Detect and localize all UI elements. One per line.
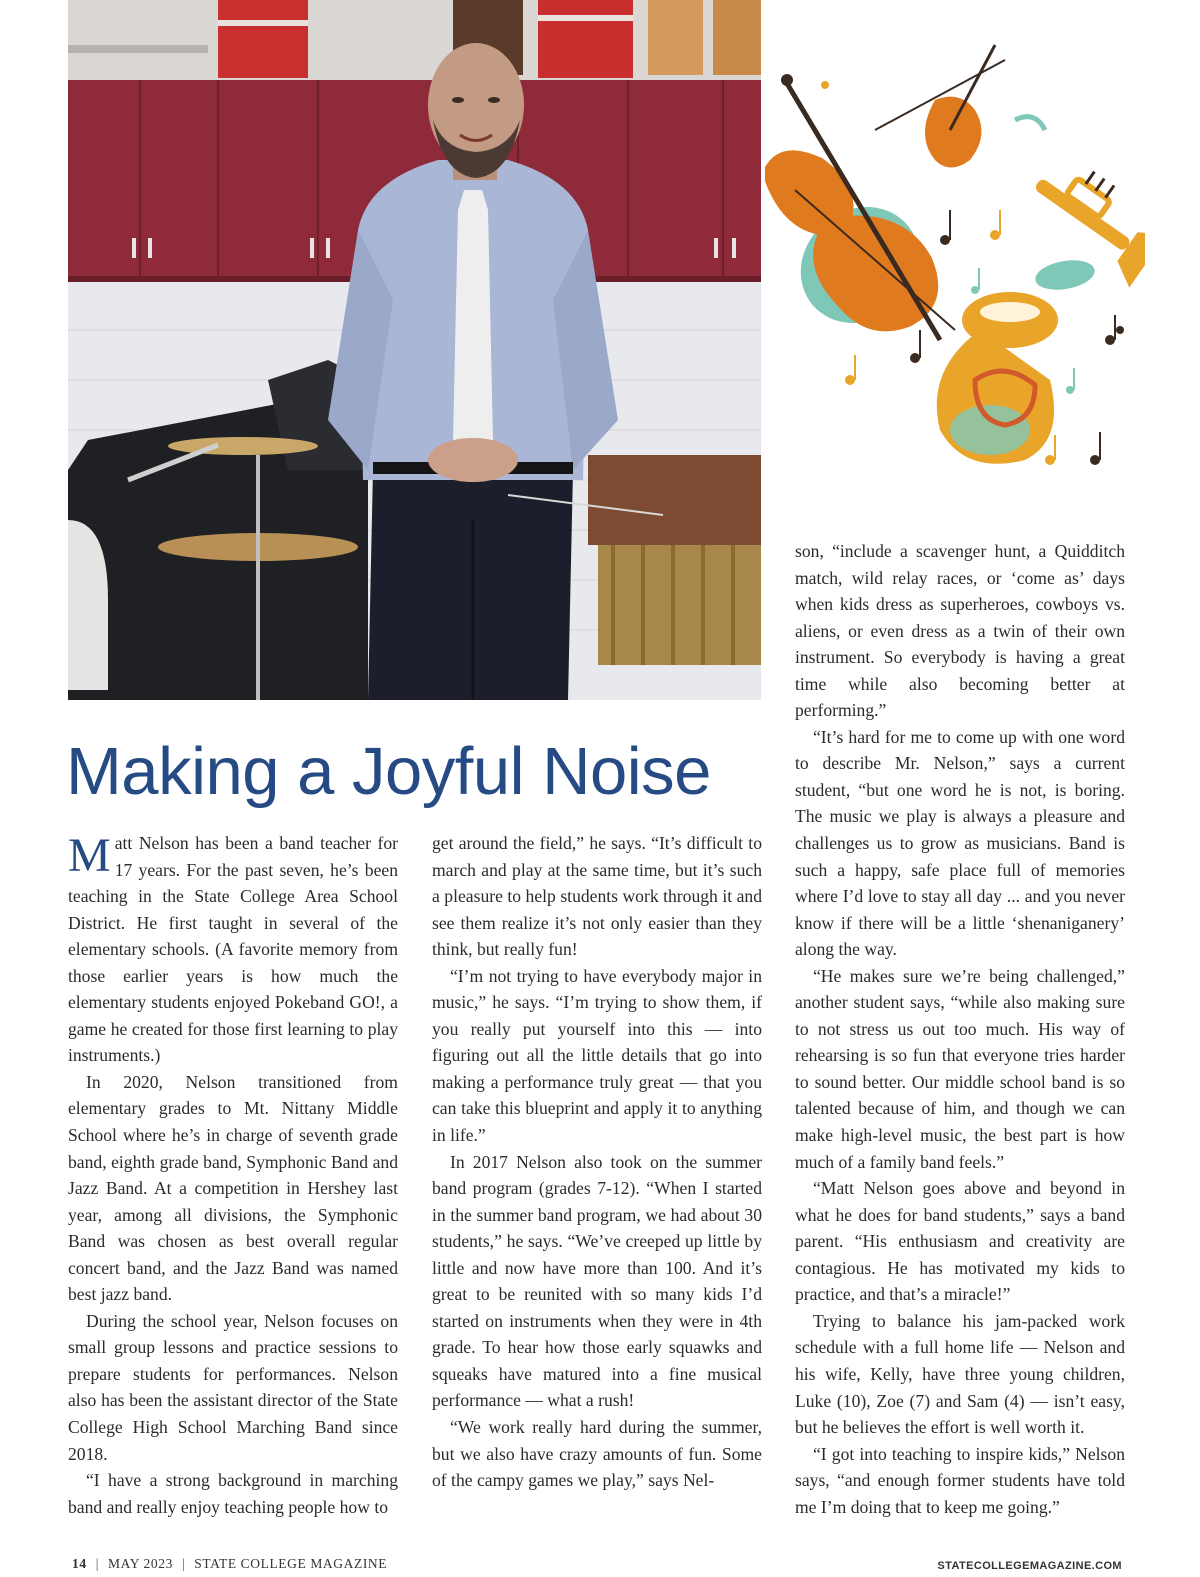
article-paragraph: “We work really hard during the summer, but we also have crazy amounts of fun. Some of the campy games we play,” says Nel- bbox=[432, 1417, 762, 1491]
article-paragraph: get around the field,” he says. “It’s difficult to march and play at the same time, but it’s such a pleasure to help students work through it and see them realize it’s not only easier than they think, but really fun! bbox=[432, 833, 762, 960]
article-paragraph: “Matt Nelson goes above and beyond in what he does for band students,” says a band parent. “His enthusiasm and creativity are contagious. He has motivated my kids to practice, and that’s a miracle!” bbox=[795, 1178, 1125, 1305]
article-paragraph: son, “include a scavenger hunt, a Quidditch match, wild relay races, or ‘come as’ days when kids dress as superheroes, cowboys vs. aliens, or even dress as a twin of their own instrument. So everybody is having a great time while also becoming better at performing.” bbox=[795, 541, 1125, 721]
article-column-2 bbox=[432, 830, 762, 1494]
article-paragraph: “It’s hard for me to come up with one word to describe Mr. Nelson,” says a current student, “but one word he is not, is boring. The music we play is always a pleasure and challenges us to grow as musicians. Band is such a happy, safe place full of memories where I’d love to stay all day ... and you never know if there will be a little ‘shenaniganery’ along the way. bbox=[795, 726, 1125, 960]
article-paragraph: Trying to balance his jam-packed work schedule with a full home life — Nelson and his wife, Kelly, have three young children, Luke (10), Zoe (7) and Sam (4) — isn’t easy, but he believes the effort is well worth it. bbox=[795, 1310, 1125, 1438]
music-instruments-illustration bbox=[765, 40, 1145, 490]
article-headline: Making a Joyful Noise bbox=[66, 734, 711, 809]
page-number: 14 bbox=[72, 1556, 87, 1571]
article-paragraph: Matt Nelson has been a band teacher for 17 years. For the past seven, he’s been teaching in the State College Area School District. He first taught in several of the elementary schools. (A favorite memory from those earlier years is how much the elementary students enjoyed Pokeband GO!, a game he created for those first learning to play instruments.) bbox=[68, 829, 398, 1066]
article-paragraph: In 2020, Nelson transitioned from elementary grades to Mt. Nittany Middle School where he’s in charge of seventh grade band, eighth grade band, Symphonic Band and Jazz Band. At a competition in Hershey last year, among all divisions, the Symphonic Band was chosen as best overall regular concert band, and the Jazz Band was named best jazz band. bbox=[68, 1071, 398, 1305]
page-footer bbox=[72, 1556, 387, 1572]
magazine-name: STATE COLLEGE MAGAZINE bbox=[194, 1556, 388, 1571]
footer-separator: | bbox=[95, 1556, 100, 1571]
issue-date: MAY 2023 bbox=[108, 1556, 173, 1571]
article-paragraph: In 2017 Nelson also took on the summer band program (grades 7-12). “When I started in the summer band program, we had about 30 students,” he says. “We’ve creeped up little by little and now have more than 100. And it’s great to be reunited with so many kids I’d started on instruments when they were in 4th grade. To hear how those early squawks and squeaks have matured into a fine musical performance — what a rush! bbox=[432, 1151, 762, 1411]
music-instruments-graphic bbox=[765, 40, 1145, 490]
article-paragraph: “He makes sure we’re being challenged,” another student says, “while also making sure to not stress us out too much. His way of rehearsing is so fun that everyone tries harder to sound better. Our middle school band is so talented because of him, and though we can make high-level music, the best part is how much of a family band feels.” bbox=[795, 965, 1125, 1172]
article-paragraph: During the school year, Nelson focuses on small group lessons and practice sessions to prepare students for performances. Nelson also has been the assistant director of the State College High School Marching Band since 2018. bbox=[68, 1310, 398, 1464]
drop-cap: M bbox=[68, 829, 111, 882]
article-paragraph: “I’m not trying to have everybody major in music,” he says. “I’m trying to show them, if you really put yourself into this — into figuring out all the little details that go into making a performance truly great — that you can take this blueprint and apply it to anything in life.” bbox=[432, 965, 762, 1146]
article-column-3 bbox=[795, 538, 1125, 1520]
article-column-1 bbox=[68, 830, 398, 1520]
portrait-photo bbox=[68, 0, 761, 700]
footer-separator: | bbox=[181, 1556, 186, 1571]
article-paragraph: “I got into teaching to inspire kids,” Nelson says, “and enough former students have told me I’m doing that to keep me going.” bbox=[795, 1443, 1125, 1517]
article-paragraph: “I have a strong background in marching band and really enjoy teaching people how to bbox=[68, 1470, 398, 1517]
website-url[interactable]: STATECOLLEGEMAGAZINE.COM bbox=[937, 1560, 1122, 1572]
portrait-photo-graphic bbox=[68, 0, 761, 700]
